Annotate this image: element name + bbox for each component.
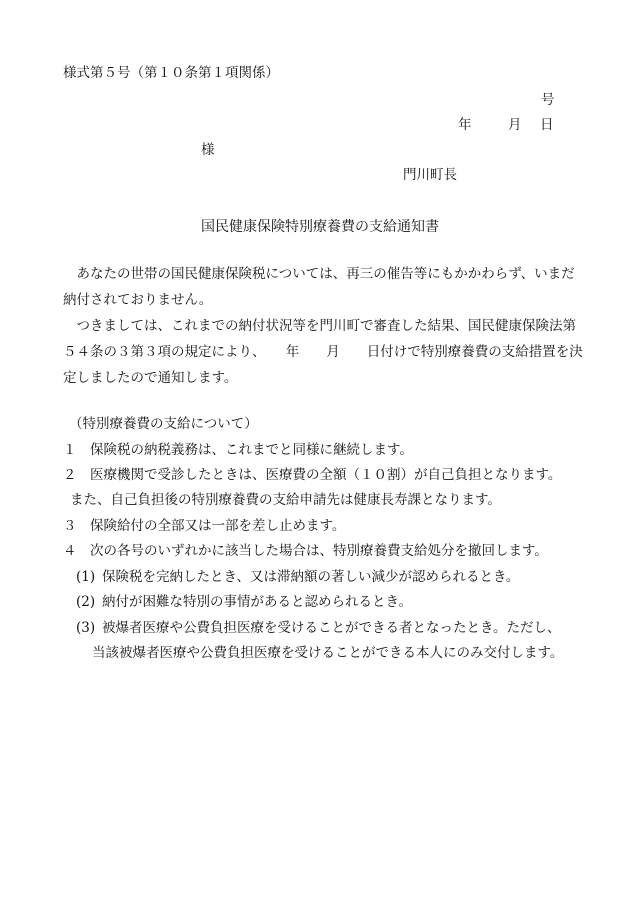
document-number-label: 号 (541, 92, 555, 108)
document-title: 国民健康保険特別療養費の支給通知書 (201, 219, 439, 235)
sub-list-item (76, 622, 560, 636)
list-item-number: ２ (63, 467, 77, 483)
addressee-suffix: 様 (201, 142, 215, 158)
sub-list-item-number: (2) (76, 594, 96, 610)
date-year-label: 年 (458, 117, 472, 133)
list-item-text: 次の各号のいずれかに該当した場合は、特別療養費支給処分を撤回します。 (90, 543, 548, 559)
list-item (63, 469, 561, 483)
date-month-label: 月 (508, 117, 522, 133)
body-paragraph-1: あなたの世帯の国民健康保険税については、再三の催告等にもかかわらず、いまだ納付されておりません。 (63, 266, 575, 308)
sender-name: 門川町長 (403, 167, 457, 183)
date-line (458, 119, 554, 133)
list-item-number: ４ (63, 543, 77, 559)
sub-list-item-text: 保険税を完納したとき、又は滞納額の著しい減少が認められるとき。 (102, 569, 520, 585)
list-item (63, 444, 413, 458)
sub-list-item (76, 596, 412, 610)
list-item-number: ３ (63, 518, 77, 534)
body-paragraph-2: つきましては、これまでの納付状況等を門川町で審査した結果、国民健康保険法第５４条の３第３項の規定により、 年 月 日付けで特別療養費の支給措置を決定しましたので通知します。 (63, 318, 583, 386)
list-item-number: １ (63, 442, 77, 458)
list-item-text: 医療機関で受診したときは、医療費の全額（１０割）が自己負担となります。 (90, 467, 562, 483)
list-item-text: 保険税の納税義務は、これまでと同様に継続します。 (90, 442, 413, 458)
sub-list-item-text: 納付が困難な特別の事情があると認められるとき。 (102, 594, 412, 610)
section-heading: （特別療養費の支給について） (69, 416, 258, 432)
date-day-label: 日 (540, 117, 554, 133)
list-item (63, 520, 345, 534)
sub-list-item-continuation: 当該被爆者医療や公費負担医療を受けることができる本人にのみ交付します。 (92, 645, 564, 661)
sub-list-item-text: 被爆者医療や公費負担医療を受けることができる者となったとき。ただし、 (102, 620, 561, 636)
list-item (63, 545, 548, 559)
sub-list-item (76, 571, 519, 585)
list-item-note: また、自己負担後の特別療養費の支給申請先は健康長寿課となります。 (70, 492, 501, 508)
form-reference: 様式第５号（第１０条第１項関係） (63, 65, 279, 81)
sub-list-item-number: (3) (76, 620, 96, 636)
list-item-text: 保険給付の全部又は一部を差し止めます。 (90, 518, 346, 534)
sub-list-item-number: (1) (76, 569, 96, 585)
